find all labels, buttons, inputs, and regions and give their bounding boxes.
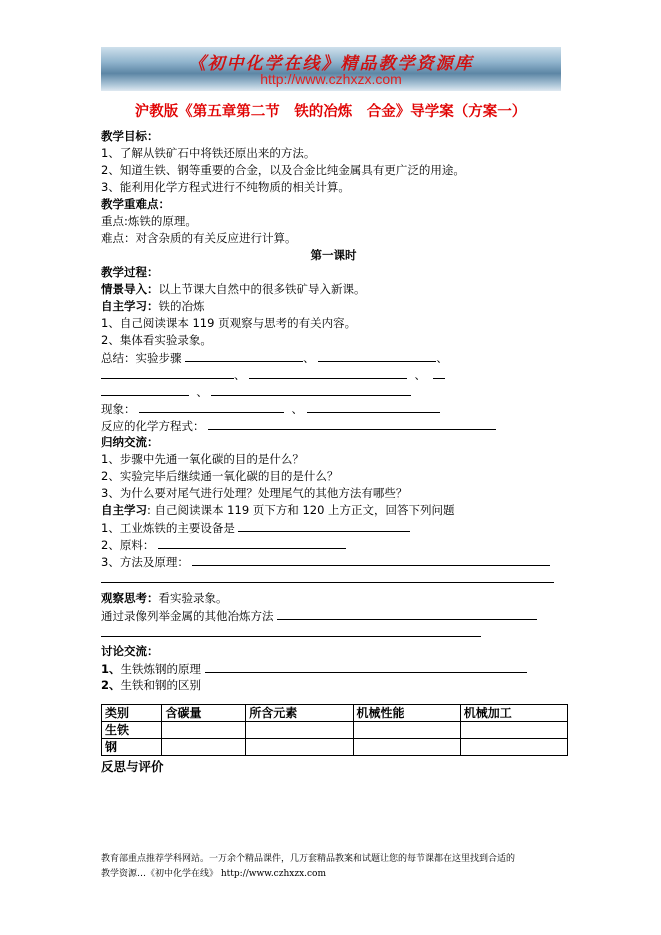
intro-text: 以上节课大自然中的很多铁矿导入新课。 bbox=[158, 282, 366, 296]
lesson-heading: 第一课时 bbox=[310, 248, 357, 262]
discuss-heading: 讨论交流： bbox=[101, 644, 159, 658]
question-number: 2、 bbox=[101, 678, 121, 692]
blank-field[interactable] bbox=[318, 349, 436, 362]
summary-label: 总结：实验步骤 bbox=[101, 351, 182, 365]
iron-steel-table bbox=[101, 704, 568, 756]
document-title: 沪教版《第五章第二节 铁的冶炼 合金》导学案（方案一） bbox=[134, 104, 527, 120]
question-number: 1、 bbox=[101, 662, 121, 676]
self-study-2-label: 自主学习 bbox=[101, 503, 147, 517]
table-header-row bbox=[102, 705, 568, 722]
observe-label: 观察思考： bbox=[101, 591, 159, 605]
blank-field[interactable] bbox=[139, 400, 284, 413]
separator: 、 bbox=[414, 368, 426, 382]
self-study-label: 自主学习： bbox=[101, 299, 159, 313]
objectives-heading: 教学目标： bbox=[101, 129, 159, 143]
self-study-text: 铁的冶炼 bbox=[158, 299, 205, 313]
banner-title: 《初中化学在线》精品教学资源库 bbox=[188, 54, 474, 74]
blank-field[interactable] bbox=[158, 536, 346, 549]
question-item: 1、工业炼铁的主要设备是 bbox=[101, 521, 235, 535]
blank-field[interactable] bbox=[277, 607, 537, 620]
table-cell[interactable] bbox=[246, 739, 353, 756]
question-item: 生铁炼钢的原理 bbox=[120, 662, 202, 676]
induction-heading: 归纳交流： bbox=[101, 435, 159, 449]
footer-line: 教学资源…《初中化学在线》 bbox=[101, 869, 219, 879]
process-item: 1、自己阅读课本 119 页观察与思考的有关内容。 bbox=[101, 316, 357, 330]
table-cell[interactable] bbox=[460, 722, 567, 739]
separator: 、 bbox=[234, 368, 246, 382]
table-cell[interactable] bbox=[162, 722, 246, 739]
table-cell[interactable] bbox=[353, 722, 460, 739]
table-cell[interactable] bbox=[162, 739, 246, 756]
self-study-2-text: : 自己阅读课本 119 页下方和 120 上方正文，回答下列问题 bbox=[147, 503, 455, 517]
table-cell: 钢 bbox=[102, 739, 162, 756]
blank-field[interactable] bbox=[101, 383, 189, 396]
hard-point: 难点：对含杂质的有关反应进行计算。 bbox=[101, 231, 297, 245]
blank-field[interactable] bbox=[307, 400, 440, 413]
intro-label: 情景导入： bbox=[101, 282, 159, 296]
observe-text: 看实验录象。 bbox=[158, 591, 228, 605]
footer bbox=[101, 852, 571, 882]
blank-field[interactable] bbox=[433, 366, 445, 379]
process-heading: 教学过程： bbox=[101, 265, 159, 279]
banner-url: http://www.czhxzx.com bbox=[260, 71, 402, 87]
objective-item: 2、知道生铁、钢等重要的合金，以及合金比纯金属具有更广泛的用途。 bbox=[101, 163, 465, 177]
separator: 、 bbox=[436, 351, 448, 365]
question-item: 1、步骤中先通一氧化碳的目的是什么？ bbox=[101, 452, 304, 466]
table-cell: 生铁 bbox=[102, 722, 162, 739]
objective-item: 3、能利用化学方程式进行不纯物质的相关计算。 bbox=[101, 180, 350, 194]
table-header: 类别 bbox=[102, 705, 162, 722]
document-body bbox=[101, 128, 566, 775]
table-header: 机械加工 bbox=[460, 705, 567, 722]
separator: 、 bbox=[291, 402, 303, 416]
blank-field[interactable] bbox=[185, 349, 303, 362]
table-header: 所含元素 bbox=[246, 705, 353, 722]
blank-field[interactable] bbox=[192, 553, 550, 566]
blank-field[interactable] bbox=[101, 366, 234, 379]
table-row bbox=[102, 722, 568, 739]
phenomenon-label: 现象： bbox=[101, 402, 136, 416]
blank-field[interactable] bbox=[211, 383, 411, 396]
footer-url[interactable]: http://www.czhxzx.com bbox=[220, 869, 327, 879]
blank-field[interactable] bbox=[249, 366, 407, 379]
separator: 、 bbox=[303, 351, 315, 365]
table-cell[interactable] bbox=[353, 739, 460, 756]
question-item: 生铁和钢的区别 bbox=[120, 678, 202, 692]
question-item: 3、为什么要对尾气进行处理？处理尾气的其他方法有哪些？ bbox=[101, 486, 408, 500]
question-item: 2、实验完毕后继续通一氧化碳的目的是什么？ bbox=[101, 469, 339, 483]
blank-field[interactable] bbox=[205, 660, 527, 673]
key-point: 重点:炼铁的原理。 bbox=[101, 214, 197, 228]
header-banner bbox=[101, 47, 561, 91]
process-item: 2、集体看实验录象。 bbox=[101, 333, 212, 347]
observe-line: 通过录像列举金属的其他冶炼方法 bbox=[101, 609, 274, 623]
question-item: 2、原料： bbox=[101, 538, 155, 552]
objective-item: 1、了解从铁矿石中将铁还原出来的方法。 bbox=[101, 146, 316, 160]
question-item: 3、方法及原理： bbox=[101, 555, 189, 569]
reflection-heading: 反思与评价 bbox=[101, 759, 164, 774]
blank-field[interactable] bbox=[208, 417, 496, 430]
equation-label: 反应的化学方程式： bbox=[101, 419, 205, 433]
table-row bbox=[102, 739, 568, 756]
blank-field[interactable] bbox=[101, 570, 554, 583]
table-cell[interactable] bbox=[246, 722, 353, 739]
difficulty-heading: 教学重难点： bbox=[101, 197, 170, 211]
blank-field[interactable] bbox=[101, 624, 481, 637]
separator: 、 bbox=[196, 385, 208, 399]
blank-field[interactable] bbox=[238, 519, 410, 532]
table-cell[interactable] bbox=[460, 739, 567, 756]
table-header: 机械性能 bbox=[353, 705, 460, 722]
table-header: 含碳量 bbox=[162, 705, 246, 722]
footer-line: 教育部重点推荐学科网站。一万余个精品课件，几万套精品教案和试题让您的每节课都在这里找到合适的 bbox=[101, 854, 516, 864]
